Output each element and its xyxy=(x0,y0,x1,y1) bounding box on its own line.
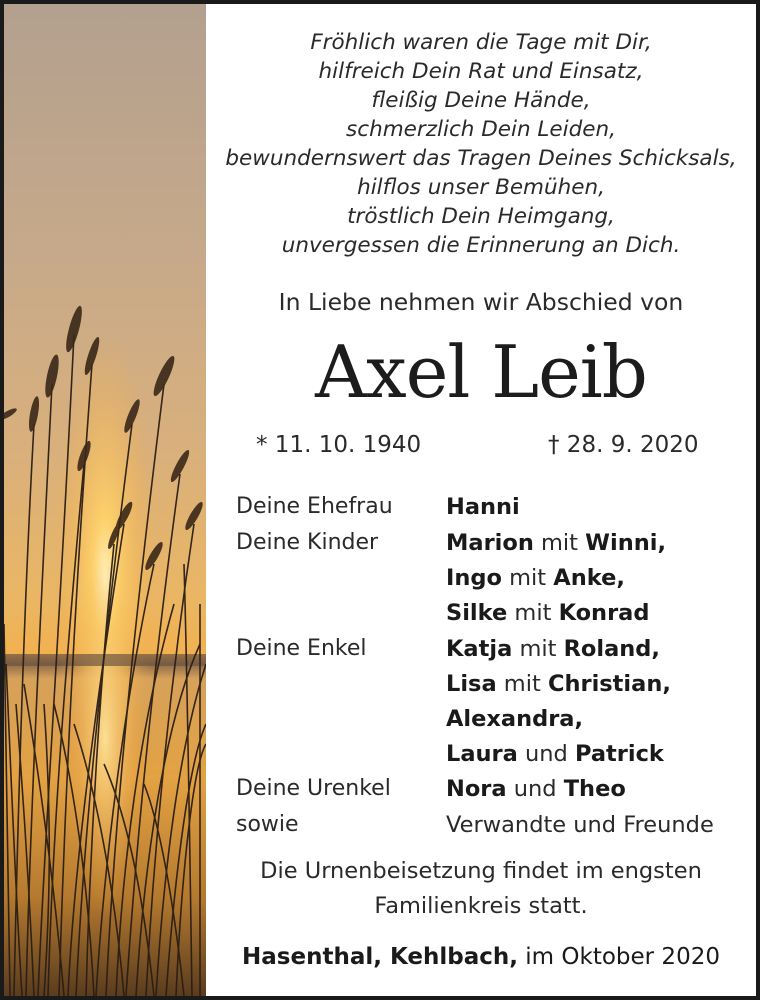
sunset-reeds-photo xyxy=(4,4,206,996)
mourner-line xyxy=(446,776,626,802)
mourner-name: Ingo xyxy=(446,565,502,591)
notice-date: im Oktober 2020 xyxy=(525,944,720,970)
poem-line: bewundernswert das Tragen Deines Schicksals, xyxy=(225,146,737,171)
mourner-name: Roland xyxy=(563,636,652,662)
farewell-intro: In Liebe nehmen wir Abschied von xyxy=(278,288,684,316)
poem-line: tröstlich Dein Heimgang, xyxy=(347,204,615,229)
mourner-line xyxy=(446,565,625,591)
connector-word: mit xyxy=(541,530,579,556)
deceased-name: Axel Leib xyxy=(315,330,647,414)
mourner-line xyxy=(446,706,583,732)
relation-label-grandchildren: Deine Enkel xyxy=(236,636,367,661)
poem-line: unvergessen die Erinnerung an Dich. xyxy=(281,233,681,258)
relation-label-others: sowie xyxy=(236,812,299,837)
notice-content xyxy=(206,4,756,996)
mourner-name: Anke xyxy=(553,565,617,591)
mourner-name: Christian xyxy=(547,671,663,697)
birth-date: * 11. 10. 1940 xyxy=(256,432,422,458)
mourner-name: Konrad xyxy=(558,600,650,626)
connector-word: und xyxy=(524,741,568,767)
burial-note xyxy=(206,854,756,924)
mourner-name: Laura xyxy=(446,741,518,767)
punctuation: , xyxy=(651,636,660,662)
mourner-name: Alexandra xyxy=(446,706,575,732)
mourner-name: Hanni xyxy=(446,494,520,520)
punctuation: , xyxy=(662,671,671,697)
mourner-line xyxy=(446,530,666,556)
mourner-name: Winni xyxy=(585,530,658,556)
memorial-poem xyxy=(206,28,756,260)
connector-word: mit xyxy=(519,636,557,662)
mourner-line xyxy=(446,600,649,626)
mourner-line: Verwandte und Freunde xyxy=(446,812,714,838)
connector-word: und xyxy=(513,776,557,802)
punctuation: , xyxy=(657,530,667,556)
poem-line: schmerzlich Dein Leiden, xyxy=(346,117,616,142)
mourner-name: Patrick xyxy=(574,741,664,767)
mourner-line xyxy=(446,671,671,697)
mourner-name: Nora xyxy=(446,776,507,802)
mourner-name: Lisa xyxy=(446,671,497,697)
mourner-line xyxy=(446,636,660,662)
note-line: Familienkreis statt. xyxy=(374,893,588,919)
poem-line: fleißig Deine Hände, xyxy=(371,88,591,113)
connector-word: mit xyxy=(509,565,547,591)
mourner-name: Theo xyxy=(563,776,626,802)
mourner-name: Katja xyxy=(446,636,513,662)
poem-line: hilfreich Dein Rat und Einsatz, xyxy=(318,59,644,84)
mourner-line xyxy=(446,494,520,520)
death-date: † 28. 9. 2020 xyxy=(548,432,699,458)
place-and-date xyxy=(206,944,756,970)
punctuation: , xyxy=(616,565,625,591)
punctuation: , xyxy=(574,706,584,732)
place-towns: Hasenthal, Kehlbach, xyxy=(242,944,518,970)
mourner-name: Marion xyxy=(446,530,534,556)
relation-label-children: Deine Kinder xyxy=(236,530,379,555)
connector-word: mit xyxy=(514,600,552,626)
relation-label-great-grandchildren: Deine Urenkel xyxy=(236,776,391,801)
mourner-line xyxy=(446,741,664,767)
connector-word: mit xyxy=(503,671,541,697)
poem-line: hilflos unser Bemühen, xyxy=(357,175,605,200)
note-line: Die Urnenbeisetzung findet im engsten xyxy=(260,858,702,884)
mourner-name: Silke xyxy=(446,600,508,626)
relation-label-wife: Deine Ehefrau xyxy=(236,494,393,519)
poem-line: Fröhlich waren die Tage mit Dir, xyxy=(310,30,652,55)
